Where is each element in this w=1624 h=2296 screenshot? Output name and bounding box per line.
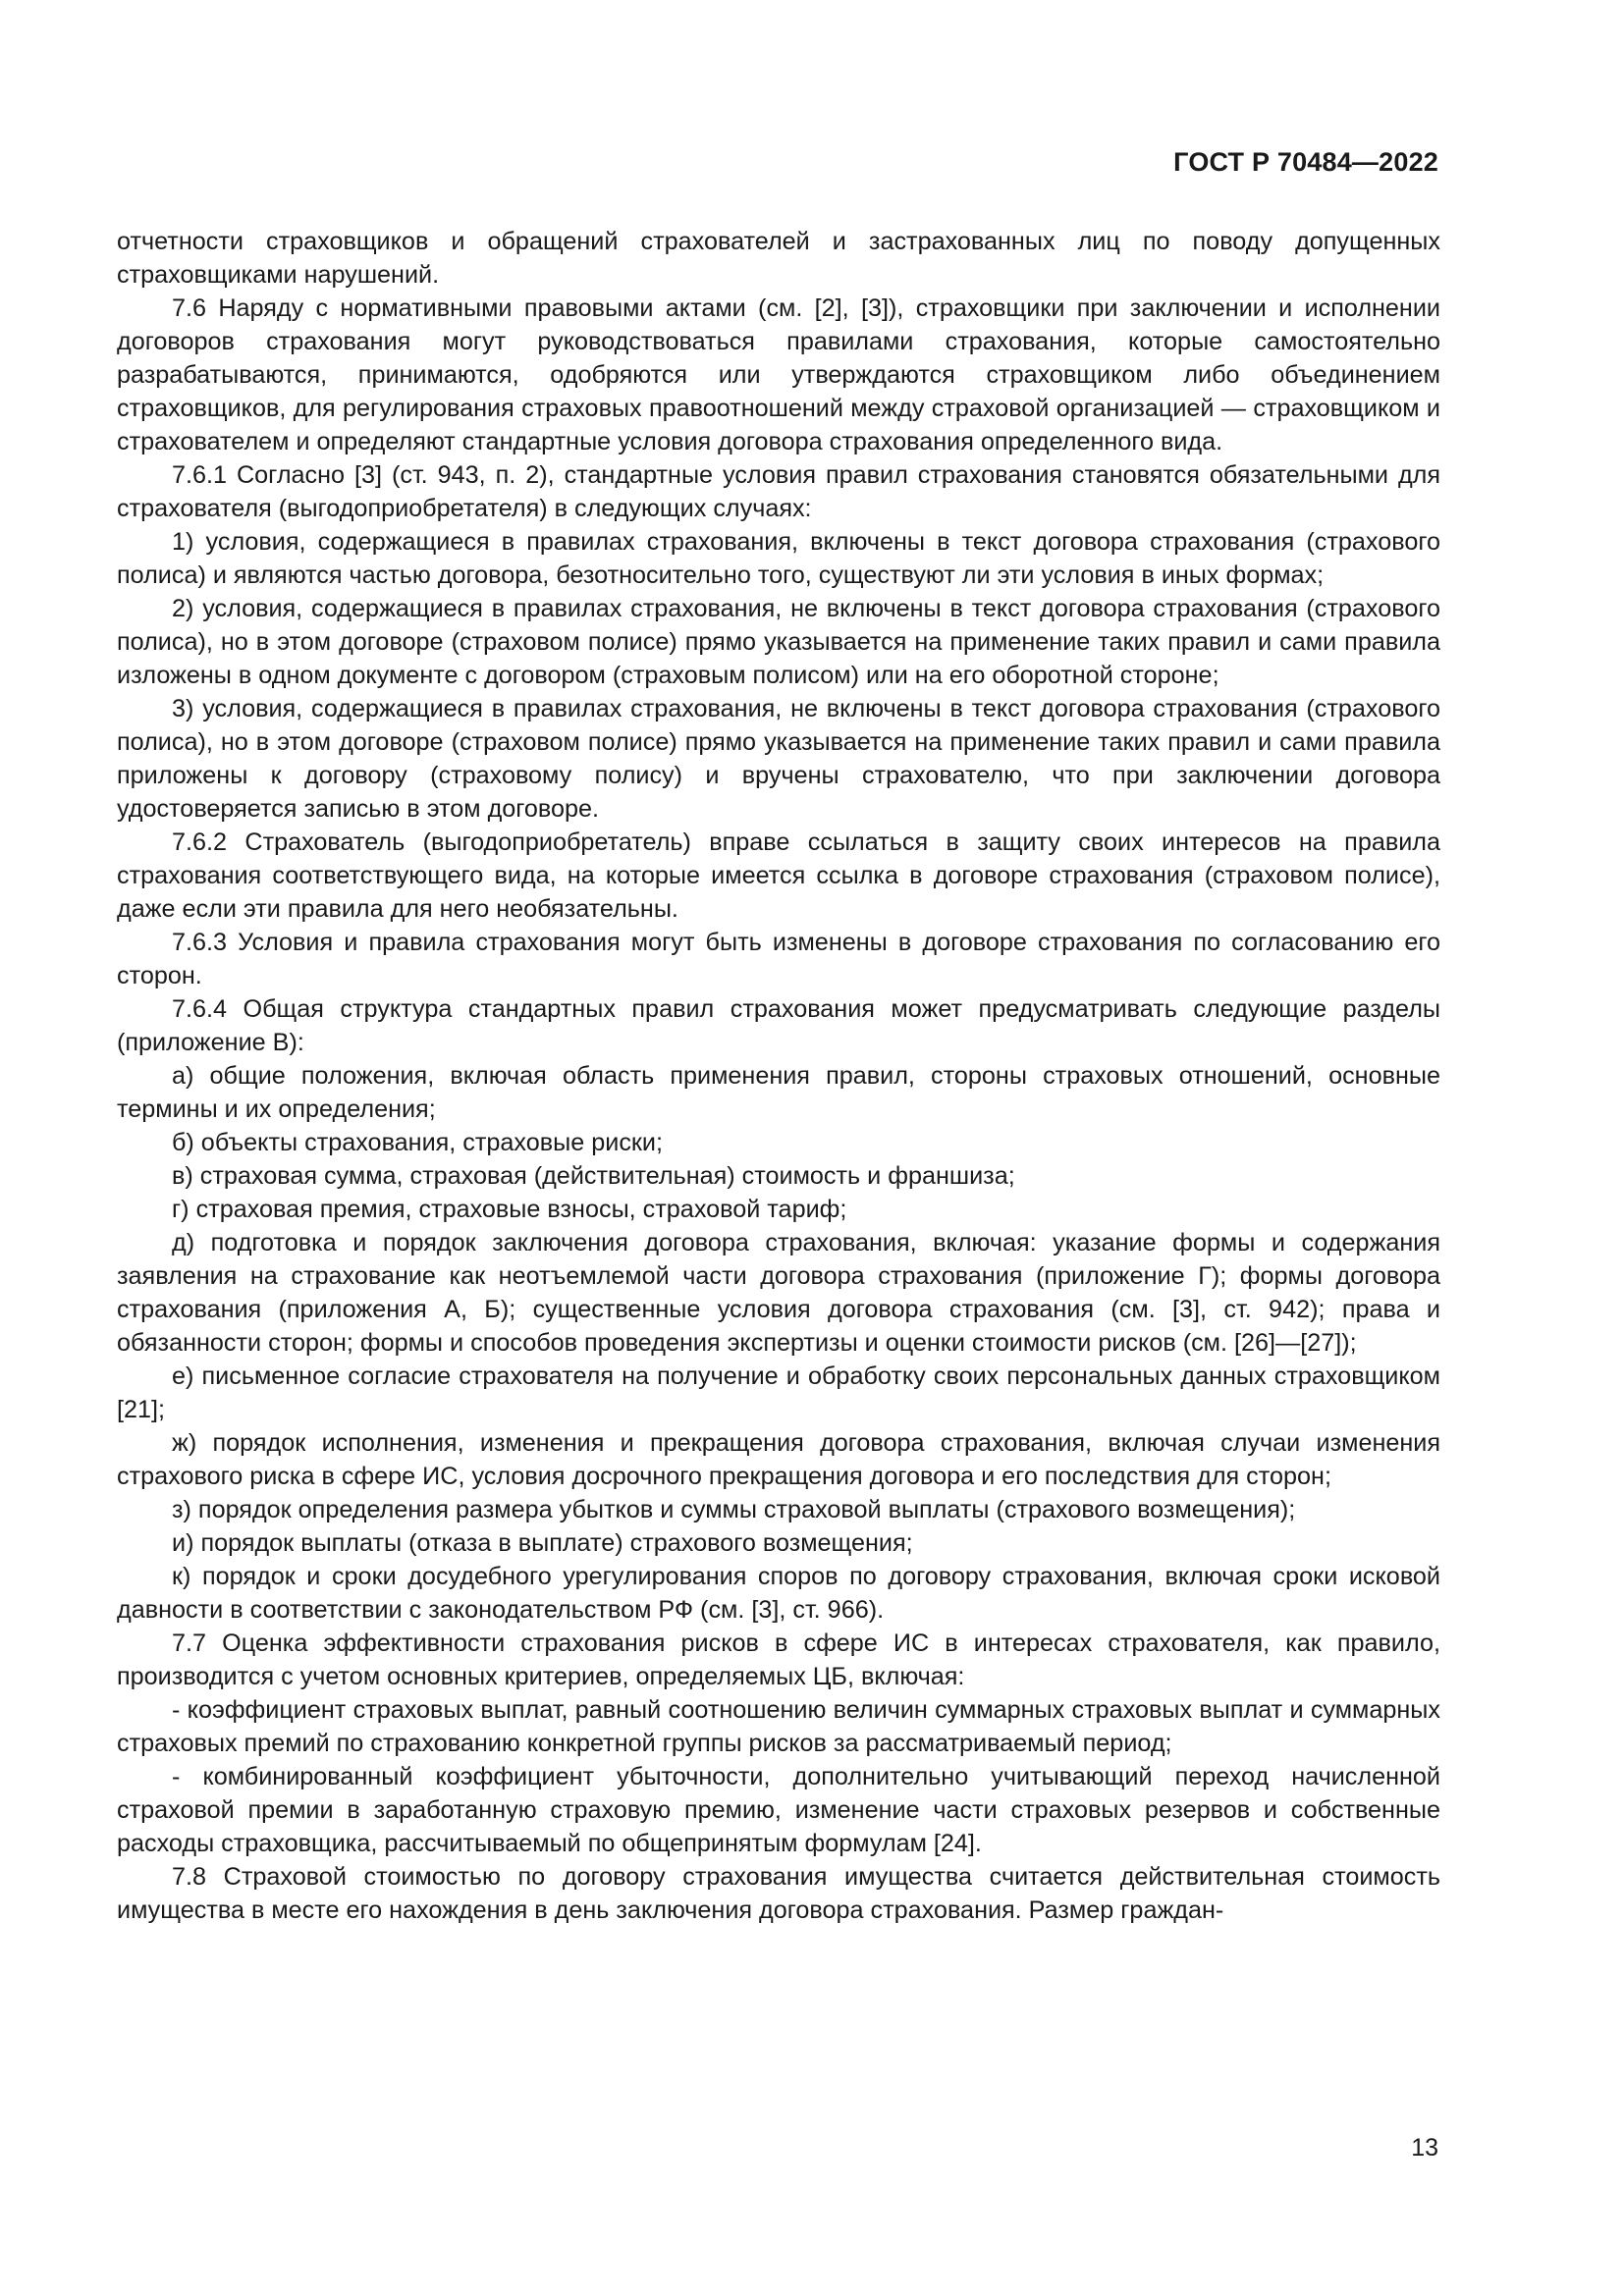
paragraph: г) страховая премия, страховые взносы, страховой тариф; (172, 1196, 847, 1223)
paragraph: ж) порядок исполнения, изменения и прекращения договора страхования, включая случаи изменения страхового риска в сфере ИС, условия досрочного прекращения договора и его последствия для сторон; (117, 1429, 1440, 1490)
paragraph: в) страховая сумма, страховая (действительная) стоимость и франшиза; (172, 1162, 1015, 1190)
document-header: ГОСТ Р 70484—2022 (1173, 147, 1438, 177)
document-body (117, 225, 1440, 1927)
paragraph: 7.8 Страховой стоимостью по договору страхования имущества считается действительная стоимость имущества в месте его нахождения в день заключения договора страхования. Размер граждан- (117, 1863, 1440, 1924)
paragraph: и) порядок выплаты (отказа в выплате) страхового возмещения; (172, 1529, 913, 1557)
paragraph: б) объекты страхования, страховые риски; (172, 1129, 663, 1156)
paragraph: 7.6.2 Страхователь (выгодоприобретатель) вправе ссылаться в защиту своих интересов на правила страхования соответствующего вида, на которые имеется ссылка в договоре страхования (страховом полисе), даже если эти правила для него необязательны. (117, 828, 1440, 923)
paragraph: е) письменное согласие страхователя на получение и обработку своих персональных данных страховщиком [21]; (117, 1362, 1440, 1423)
paragraph: 3) условия, содержащиеся в правилах страхования, не включены в текст договора страхования (страхового полиса), но в этом договоре (страховом полисе) прямо указывается на применение таких правил и сами правила приложены к договору (страховому полису) и вручены страхователю, что при заключении договора удостоверяется записью в этом договоре. (117, 695, 1440, 823)
paragraph: 7.6 Наряду с нормативными правовыми актами (см. [2], [3]), страховщики при заключении и исполнении договоров страхования могут руководствоваться правилами страхования, которые самостоятельно разрабатываются, принимаются, одобряются или утверждаются страховщиком либо объединением страховщиков, для регулирования страховых правоотношений между страховой организацией — страховщиком и страхователем и определяют стандартные условия договора страхования определенного вида. (117, 294, 1440, 455)
paragraph: к) порядок и сроки досудебного урегулирования споров по договору страхования, включая сроки исковой давности в соответствии с законодательством РФ (см. [3], ст. 966). (117, 1563, 1440, 1624)
paragraph: - коэффициент страховых выплат, равный соотношению величин суммарных страховых выплат и суммарных страховых премий по страхованию конкретной группы рисков за рассматриваемый период; (117, 1696, 1440, 1757)
paragraph: 7.6.1 Согласно [3] (ст. 943, п. 2), стандартные условия правил страхования становятся обязательными для страхователя (выгодоприобретателя) в следующих случаях: (117, 461, 1440, 522)
paragraph: 7.6.3 Условия и правила страхования могут быть изменены в договоре страхования по согласованию его сторон. (117, 929, 1440, 989)
page-number: 13 (1411, 2134, 1438, 2162)
paragraph: а) общие положения, включая область применения правил, стороны страховых отношений, основные термины и их определения; (117, 1062, 1440, 1123)
paragraph: отчетности страховщиков и обращений страхователей и застрахованных лиц по поводу допущенных страховщиками нарушений. (117, 228, 1440, 289)
paragraph: 1) условия, содержащиеся в правилах страхования, включены в текст договора страхования (страхового полиса) и являются частью договора, безотносительно того, существуют ли эти условия в иных формах; (117, 528, 1440, 589)
paragraph: 7.7 Оценка эффективности страхования рисков в сфере ИС в интересах страхователя, как правило, производится с учетом основных критериев, определяемых ЦБ, включая: (117, 1629, 1440, 1690)
paragraph: з) порядок определения размера убытков и суммы страховой выплаты (страхового возмещения); (172, 1496, 1296, 1523)
paragraph: 7.6.4 Общая структура стандартных правил страхования может предусматривать следующие разделы (приложение В): (117, 995, 1440, 1056)
paragraph: - комбинированный коэффициент убыточности, дополнительно учитывающий переход начисленной страховой премии в заработанную страховую премию, изменение части страховых резервов и собственные расходы страховщика, рассчитываемый по общепринятым формулам [24]. (117, 1763, 1440, 1857)
paragraph: 2) условия, содержащиеся в правилах страхования, не включены в текст договора страхования (страхового полиса), но в этом договоре (страховом полисе) прямо указывается на применение таких правил и сами правила изложены в одном документе с договором (страховым полисом) или на его оборотной стороне; (117, 595, 1440, 689)
paragraph: д) подготовка и порядок заключения договора страхования, включая: указание формы и содержания заявления на страхование как неотъемлемой части договора страхования (приложение Г); формы договора страхования (приложения А, Б); существенные условия договора страхования (см. [3], ст. 942); права и обязанности сторон; формы и способов проведения экспертизы и оценки стоимости рисков (см. [26]—[27]); (117, 1229, 1440, 1357)
